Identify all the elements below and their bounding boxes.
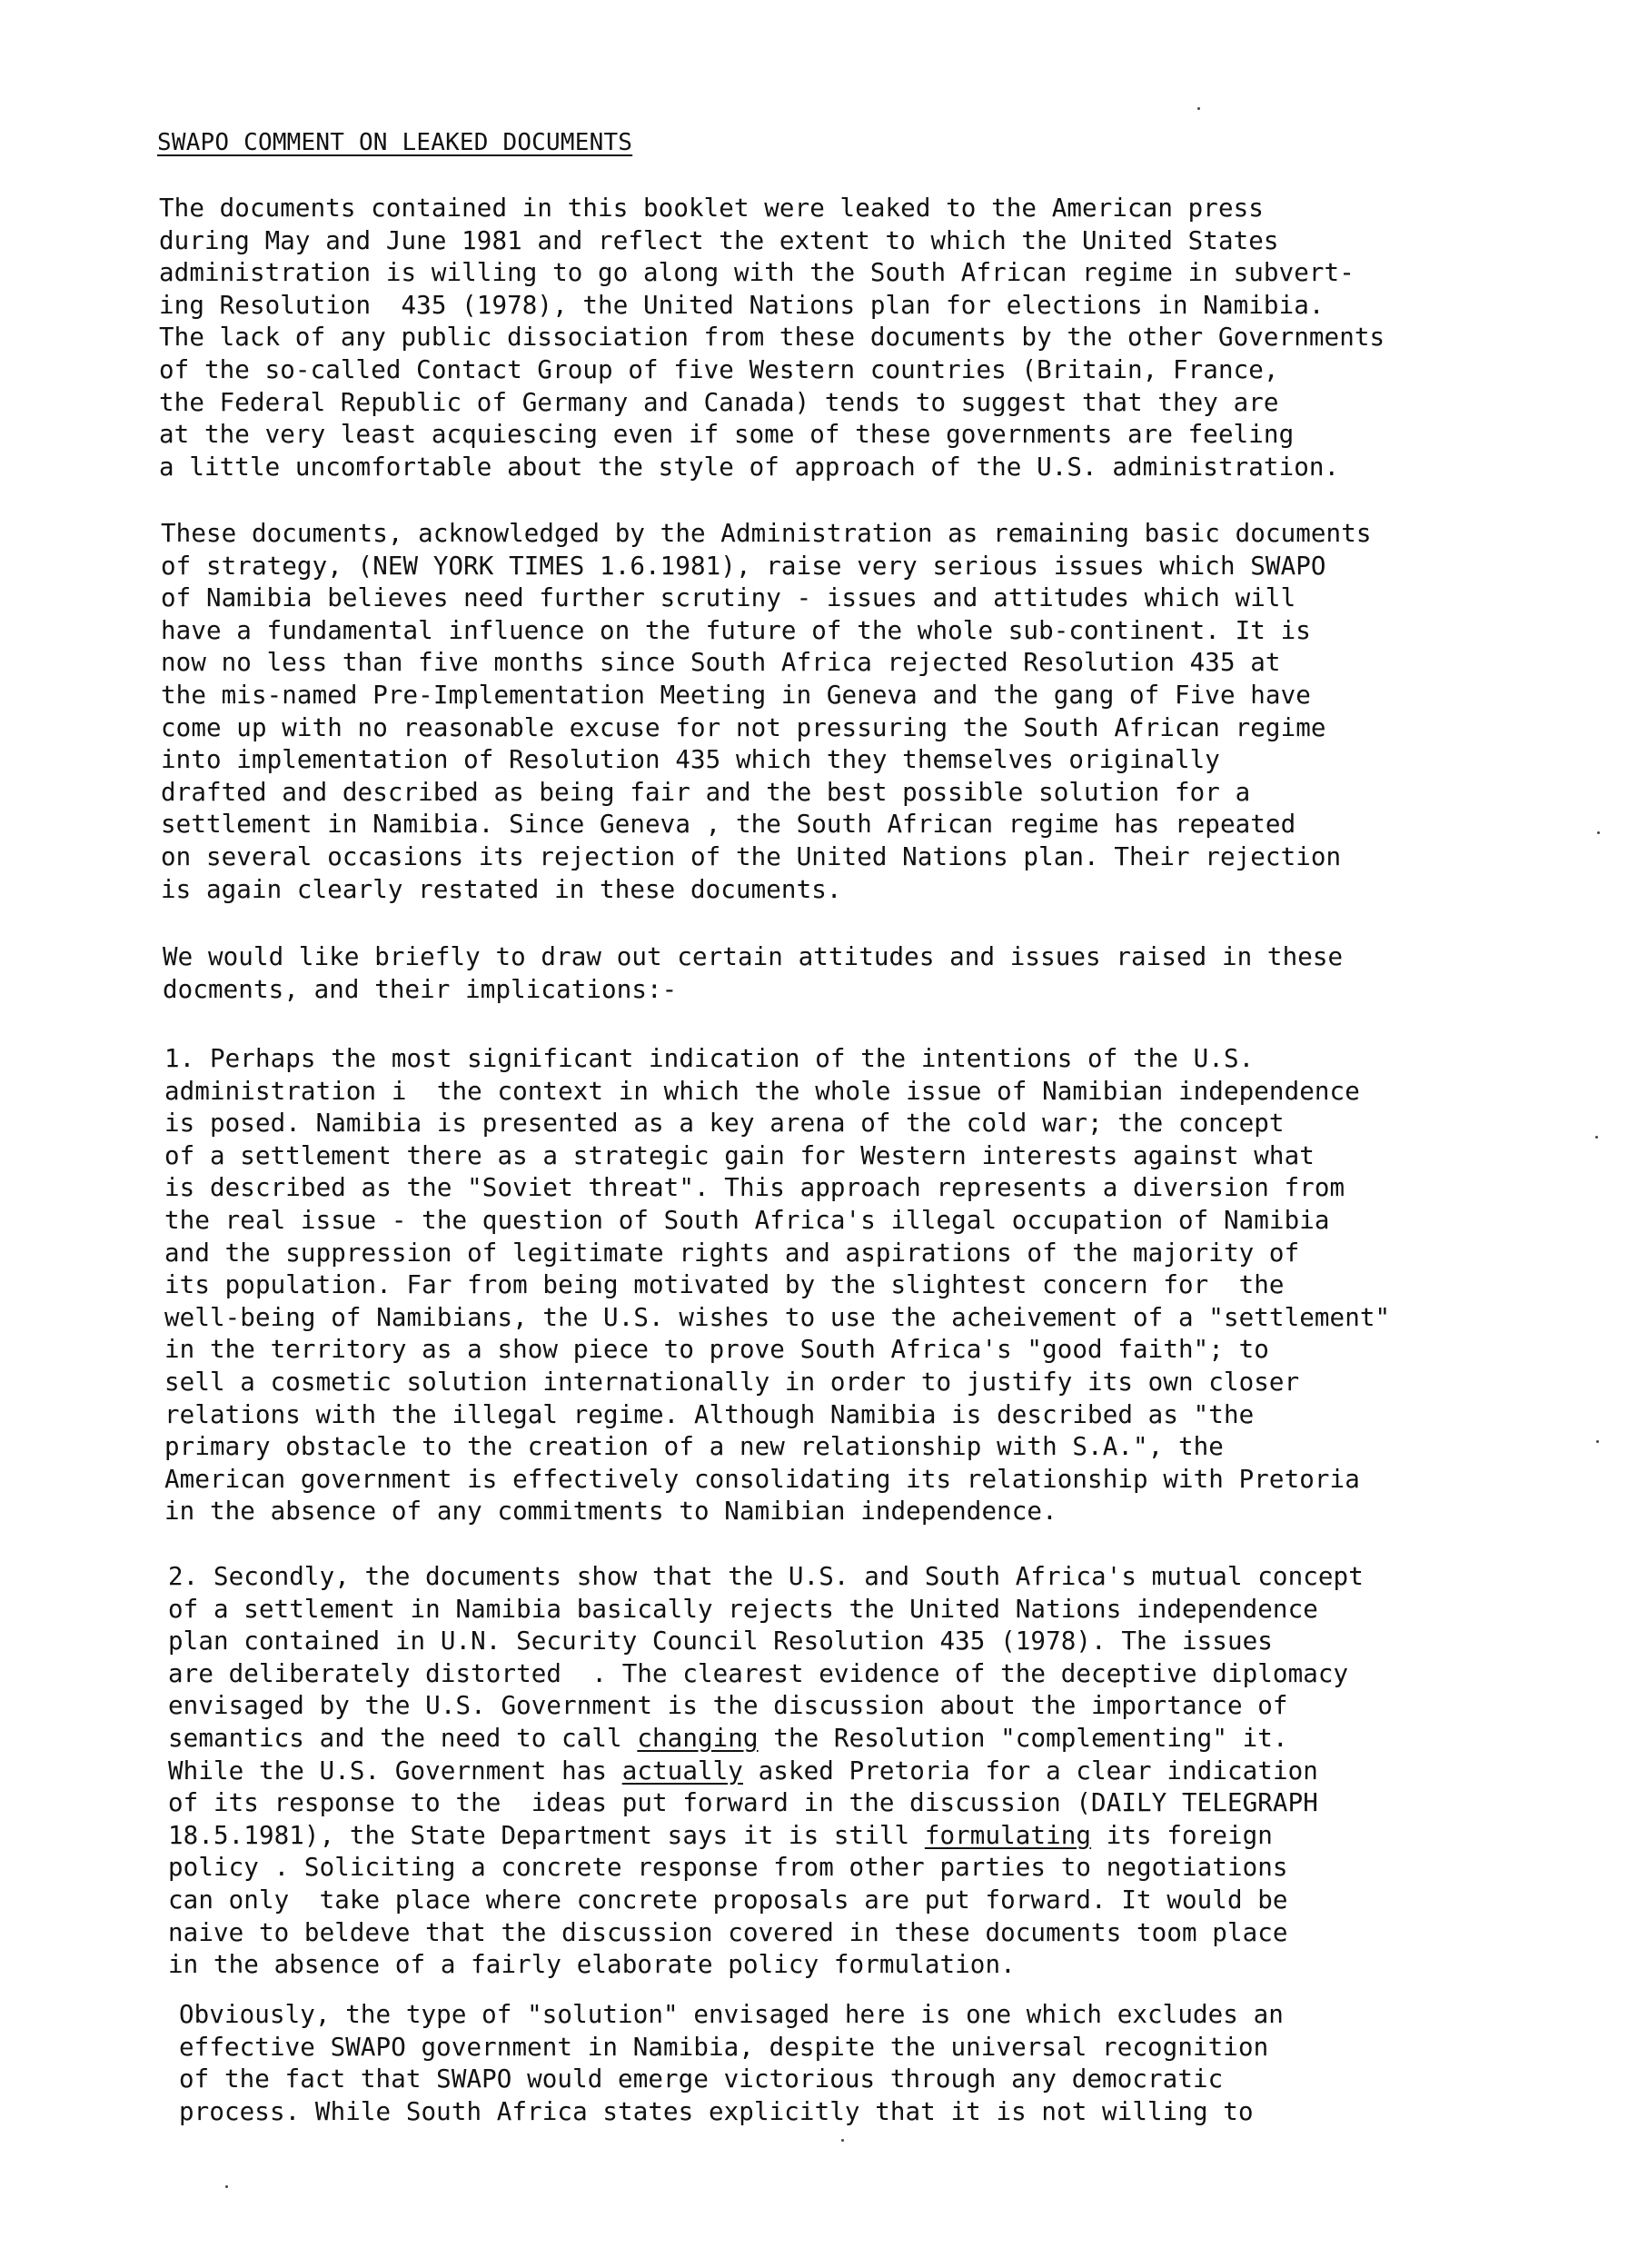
text-line: is again clearly restated in these documents. <box>161 874 842 904</box>
scan-speck <box>1596 1440 1599 1443</box>
text-line: primary obstacle to the creation of a new relationship with S.A.", the <box>164 1432 1224 1462</box>
text-line: naive to beldeve that the discussion covered in these documents toom place <box>168 1917 1288 1947</box>
text-line: of the fact that SWAPO would emerge victorious through any democratic <box>179 2064 1224 2094</box>
paragraph-strategy <box>161 518 1496 906</box>
text-line: of its response to the ideas put forward in the discussion (DAILY TELEGRAPH <box>168 1788 1318 1818</box>
text-line: the Federal Republic of Germany and Canada) tends to suggest that they are <box>159 387 1279 417</box>
text-line: settlement in Namibia. Since Geneva , the South African regime has repeated <box>161 810 1296 840</box>
underlined-word: formulating <box>924 1820 1092 1850</box>
text-segment: the Resolution "complementing" it. <box>758 1723 1288 1753</box>
text-segment: While the U.S. Government has <box>168 1756 622 1786</box>
scan-speck <box>1197 107 1200 110</box>
paragraph-intro <box>159 193 1494 483</box>
text-line-with-underline <box>168 1756 1504 1788</box>
text-line: during May and June 1981 and reflect the extent to which the United States <box>159 225 1279 255</box>
text-segment: 18.5.1981), the State Department says it is still <box>168 1820 925 1850</box>
text-line: 1. Perhaps the most significant indication of the intentions of the U.S. <box>164 1044 1255 1073</box>
text-line: of a settlement in Namibia basically rejects the United Nations independence <box>168 1594 1318 1624</box>
text-line: well-being of Namibians, the U.S. wishes to use the acheivement of a "settlement" <box>164 1302 1391 1332</box>
text-line: its population. Far from being motivated by the slightest concern for the <box>164 1270 1285 1300</box>
text-line: administration i the context in which the whole issue of Namibian independence <box>164 1076 1360 1106</box>
text-line: envisaged by the U.S. Government is the discussion about the importance of <box>168 1691 1288 1721</box>
text-line: in the absence of a fairly elaborate policy formulation. <box>168 1950 1016 1980</box>
text-line: plan contained in U.N. Security Council Resolution 435 (1978). The issues <box>168 1626 1273 1656</box>
text-segment: asked Pretoria for a clear indication <box>742 1756 1318 1786</box>
text-segment: semantics and the need to call <box>168 1723 638 1753</box>
text-line: come up with no reasonable excuse for not pressuring the South African regime <box>161 712 1326 742</box>
text-line: now no less than five months since South Africa rejected Resolution 435 at <box>161 648 1281 678</box>
scan-speck <box>225 2185 228 2188</box>
text-line: relations with the illegal regime. Although Namibia is described as "the <box>164 1399 1255 1429</box>
text-line-with-underline <box>168 1820 1504 1853</box>
text-line: These documents, acknowledged by the Administration as remaining basic documents <box>161 519 1372 548</box>
document-title: SWAPO COMMENT ON LEAKED DOCUMENTS <box>157 129 633 156</box>
text-line: the real issue - the question of South Africa's illegal occupation of Namibia <box>164 1205 1330 1235</box>
text-line: in the territory as a show piece to prove South Africa's "good faith"; to <box>164 1335 1269 1365</box>
text-line: drafted and described as being fair and the best possible solution for a <box>161 777 1251 807</box>
text-line: Obviously, the type of "solution" envisaged here is one which excludes an <box>179 2000 1284 2029</box>
text-line-with-underline <box>168 1723 1504 1756</box>
text-segment: its foreign <box>1091 1820 1273 1850</box>
text-line: of strategy, (NEW YORK TIMES 1.6.1981), raise very serious issues which SWAPO <box>161 551 1326 581</box>
text-line: effective SWAPO government in Namibia, despite the universal recognition <box>179 2032 1269 2062</box>
text-line: can only take place where concrete proposals are put forward. It would be <box>168 1885 1288 1915</box>
text-line: at the very least acquiescing even if some of these governments are feeling <box>159 420 1295 450</box>
text-line: is posed. Namibia is presented as a key arena of the cold war; the concept <box>164 1109 1285 1139</box>
paragraph-point-2 <box>168 1561 1504 1982</box>
text-line: The documents contained in this booklet were leaked to the American press <box>159 194 1264 223</box>
scan-speck <box>841 2139 844 2142</box>
text-line: on several occasions its rejection of the United Nations plan. Their rejection <box>161 841 1342 871</box>
text-line: of a settlement there as a strategic gain for Western interests against what <box>164 1140 1315 1170</box>
text-line: The lack of any public dissociation from these documents by the other Governments <box>159 323 1385 353</box>
text-line: ing Resolution 435 (1978), the United Nations plan for elections in Namibia. <box>159 290 1325 320</box>
text-line: is described as the "Soviet threat". This approach represents a diversion from <box>164 1173 1345 1203</box>
scan-speck <box>1597 831 1600 834</box>
text-line: docments, and their implications:- <box>163 974 678 1004</box>
text-line: administration is willing to go along with the South African regime in subvert- <box>159 258 1355 288</box>
scan-speck <box>1595 1136 1598 1139</box>
text-line: process. While South Africa states explicitly that it is not willing to <box>179 2096 1254 2126</box>
text-line: have a fundamental influence on the future of the whole sub-continent. It is <box>161 615 1311 645</box>
text-line: the mis-named Pre-Implementation Meeting in Geneva and the gang of Five have <box>161 680 1311 710</box>
paragraph-solution <box>179 1999 1514 2128</box>
underlined-word: actually <box>621 1756 743 1786</box>
text-line: and the suppression of legitimate rights and aspirations of the majority of <box>164 1238 1300 1268</box>
underlined-word: changing <box>637 1723 759 1753</box>
text-line: policy . Soliciting a concrete response from other parties to negotiations <box>168 1853 1288 1883</box>
text-line: 2. Secondly, the documents show that the U.S. and South Africa's mutual concept <box>168 1562 1364 1591</box>
text-line: of Namibia believes need further scrutiny - issues and attitudes which will <box>161 583 1296 613</box>
text-line: are deliberately distorted . The clearest evidence of the deceptive diplomacy <box>168 1658 1349 1688</box>
text-line: a little uncomfortable about the style of approach of the U.S. administration. <box>159 452 1340 482</box>
text-line: of the so-called Contact Group of five Western countries (Britain, France, <box>159 354 1279 384</box>
text-line: into implementation of Resolution 435 which they themselves originally <box>161 745 1220 775</box>
paragraph-implications <box>163 941 1498 1006</box>
text-line: We would like briefly to draw out certain attitudes and issues raised in these <box>163 942 1344 971</box>
paragraph-point-1 <box>164 1043 1500 1528</box>
text-line: sell a cosmetic solution internationally in order to justify its own closer <box>164 1367 1300 1397</box>
text-line: in the absence of any commitments to Namibian independence. <box>164 1497 1057 1527</box>
text-line: American government is effectively consolidating its relationship with Pretoria <box>164 1464 1360 1494</box>
